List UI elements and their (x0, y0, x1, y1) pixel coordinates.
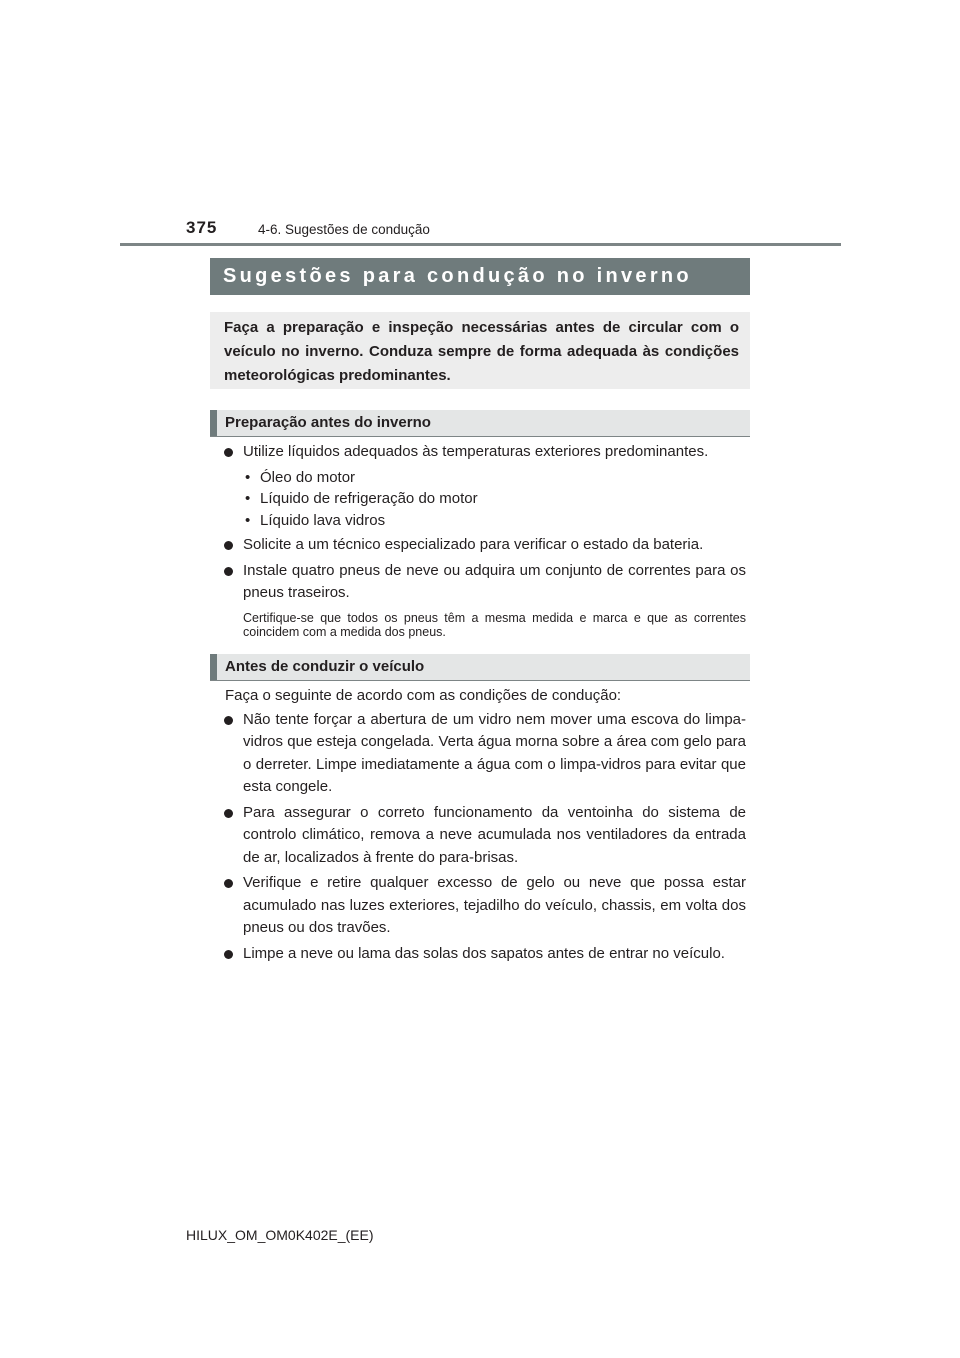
list-item (215, 802, 746, 870)
list-item-text: Verifique e retire qualquer excesso de gelo ou neve que possa estar acumulado nas luzes exteriores, tejadilho do veículo, chassis, em volta dos pneus ou dos travões. (243, 874, 746, 936)
sub-list-item-text: Líquido lava vidros (260, 511, 386, 529)
list-item (215, 560, 746, 605)
sub-list-item-text: Líquido de refrigeração do motor (260, 490, 478, 507)
lead-text: Faça o seguinte de acordo com as condições de condução: (225, 687, 622, 704)
intro-text: Faça a preparação e inspeção necessárias antes de circular com o veículo no inverno. Conduza sempre de forma adequada às condições meteorológicas predominantes. (224, 319, 739, 384)
intro-box (210, 312, 750, 389)
preparation-content (215, 441, 746, 639)
list-item (215, 534, 746, 557)
list-item (215, 943, 746, 966)
page-number: 375 (186, 218, 218, 237)
section-heading-label: Preparação antes do inverno (225, 414, 431, 431)
list-item (215, 709, 746, 799)
sub-list-item (215, 488, 746, 510)
sub-bullet-icon: • (245, 468, 251, 486)
heading-accent-bar (210, 410, 217, 436)
sub-list-item-text: Óleo do motor (260, 468, 356, 486)
before-driving-content (215, 685, 746, 968)
note-text: Certifique-se que todos os pneus têm a mesma medida e marca e que as correntes coincidem com a medida dos pneus. (243, 610, 746, 639)
sub-bullet-icon: • (245, 511, 251, 529)
heading-accent-bar (210, 654, 217, 680)
document-code: HILUX_OM_OM0K402E_(EE) (186, 1227, 374, 1243)
list-item-text: Não tente forçar a abertura de um vidro nem mover uma escova do limpa-vidros que esteja congelada. Verta água morna sobre a área com gelo para o derreter. Limpe imediatamente a água com o limpa-vidros para evitar que esta congele. (243, 710, 746, 795)
section-reference: 4-6. Sugestões de condução (258, 222, 430, 237)
list-item-text: Instale quatro pneus de neve ou adquira um conjunto de correntes para os pneus traseiros. (243, 561, 746, 601)
sub-list-item (215, 467, 746, 489)
bullet-icon (224, 448, 233, 457)
bullet-icon (224, 879, 233, 888)
page-title: Sugestões para condução no inverno (210, 258, 750, 295)
bullet-icon (224, 567, 233, 576)
sub-list-item (215, 510, 746, 532)
sub-bullet-icon: • (245, 490, 251, 507)
bullet-icon (224, 809, 233, 818)
list-item (215, 872, 746, 940)
list-item-text: Limpe a neve ou lama das solas dos sapatos antes de entrar no veículo. (243, 944, 725, 962)
list-item-text: Para assegurar o correto funcionamento da ventoinha do sistema de controlo climático, remova a neve acumulada nos ventiladores da entrada de ar, localizados à frente do para-brisas. (243, 803, 746, 866)
section-heading-label: Antes de conduzir o veículo (225, 658, 425, 675)
section-heading-before-driving (210, 654, 750, 681)
list-item-text: Utilize líquidos adequados às temperaturas exteriores predominantes. (243, 443, 709, 460)
header-divider (120, 243, 841, 246)
bullet-icon (224, 541, 233, 550)
list-item (215, 441, 746, 464)
bullet-icon (224, 950, 233, 959)
list-item-text: Solicite a um técnico especializado para verificar o estado da bateria. (243, 536, 704, 553)
bullet-icon (224, 716, 233, 725)
section-heading-preparation (210, 410, 750, 437)
